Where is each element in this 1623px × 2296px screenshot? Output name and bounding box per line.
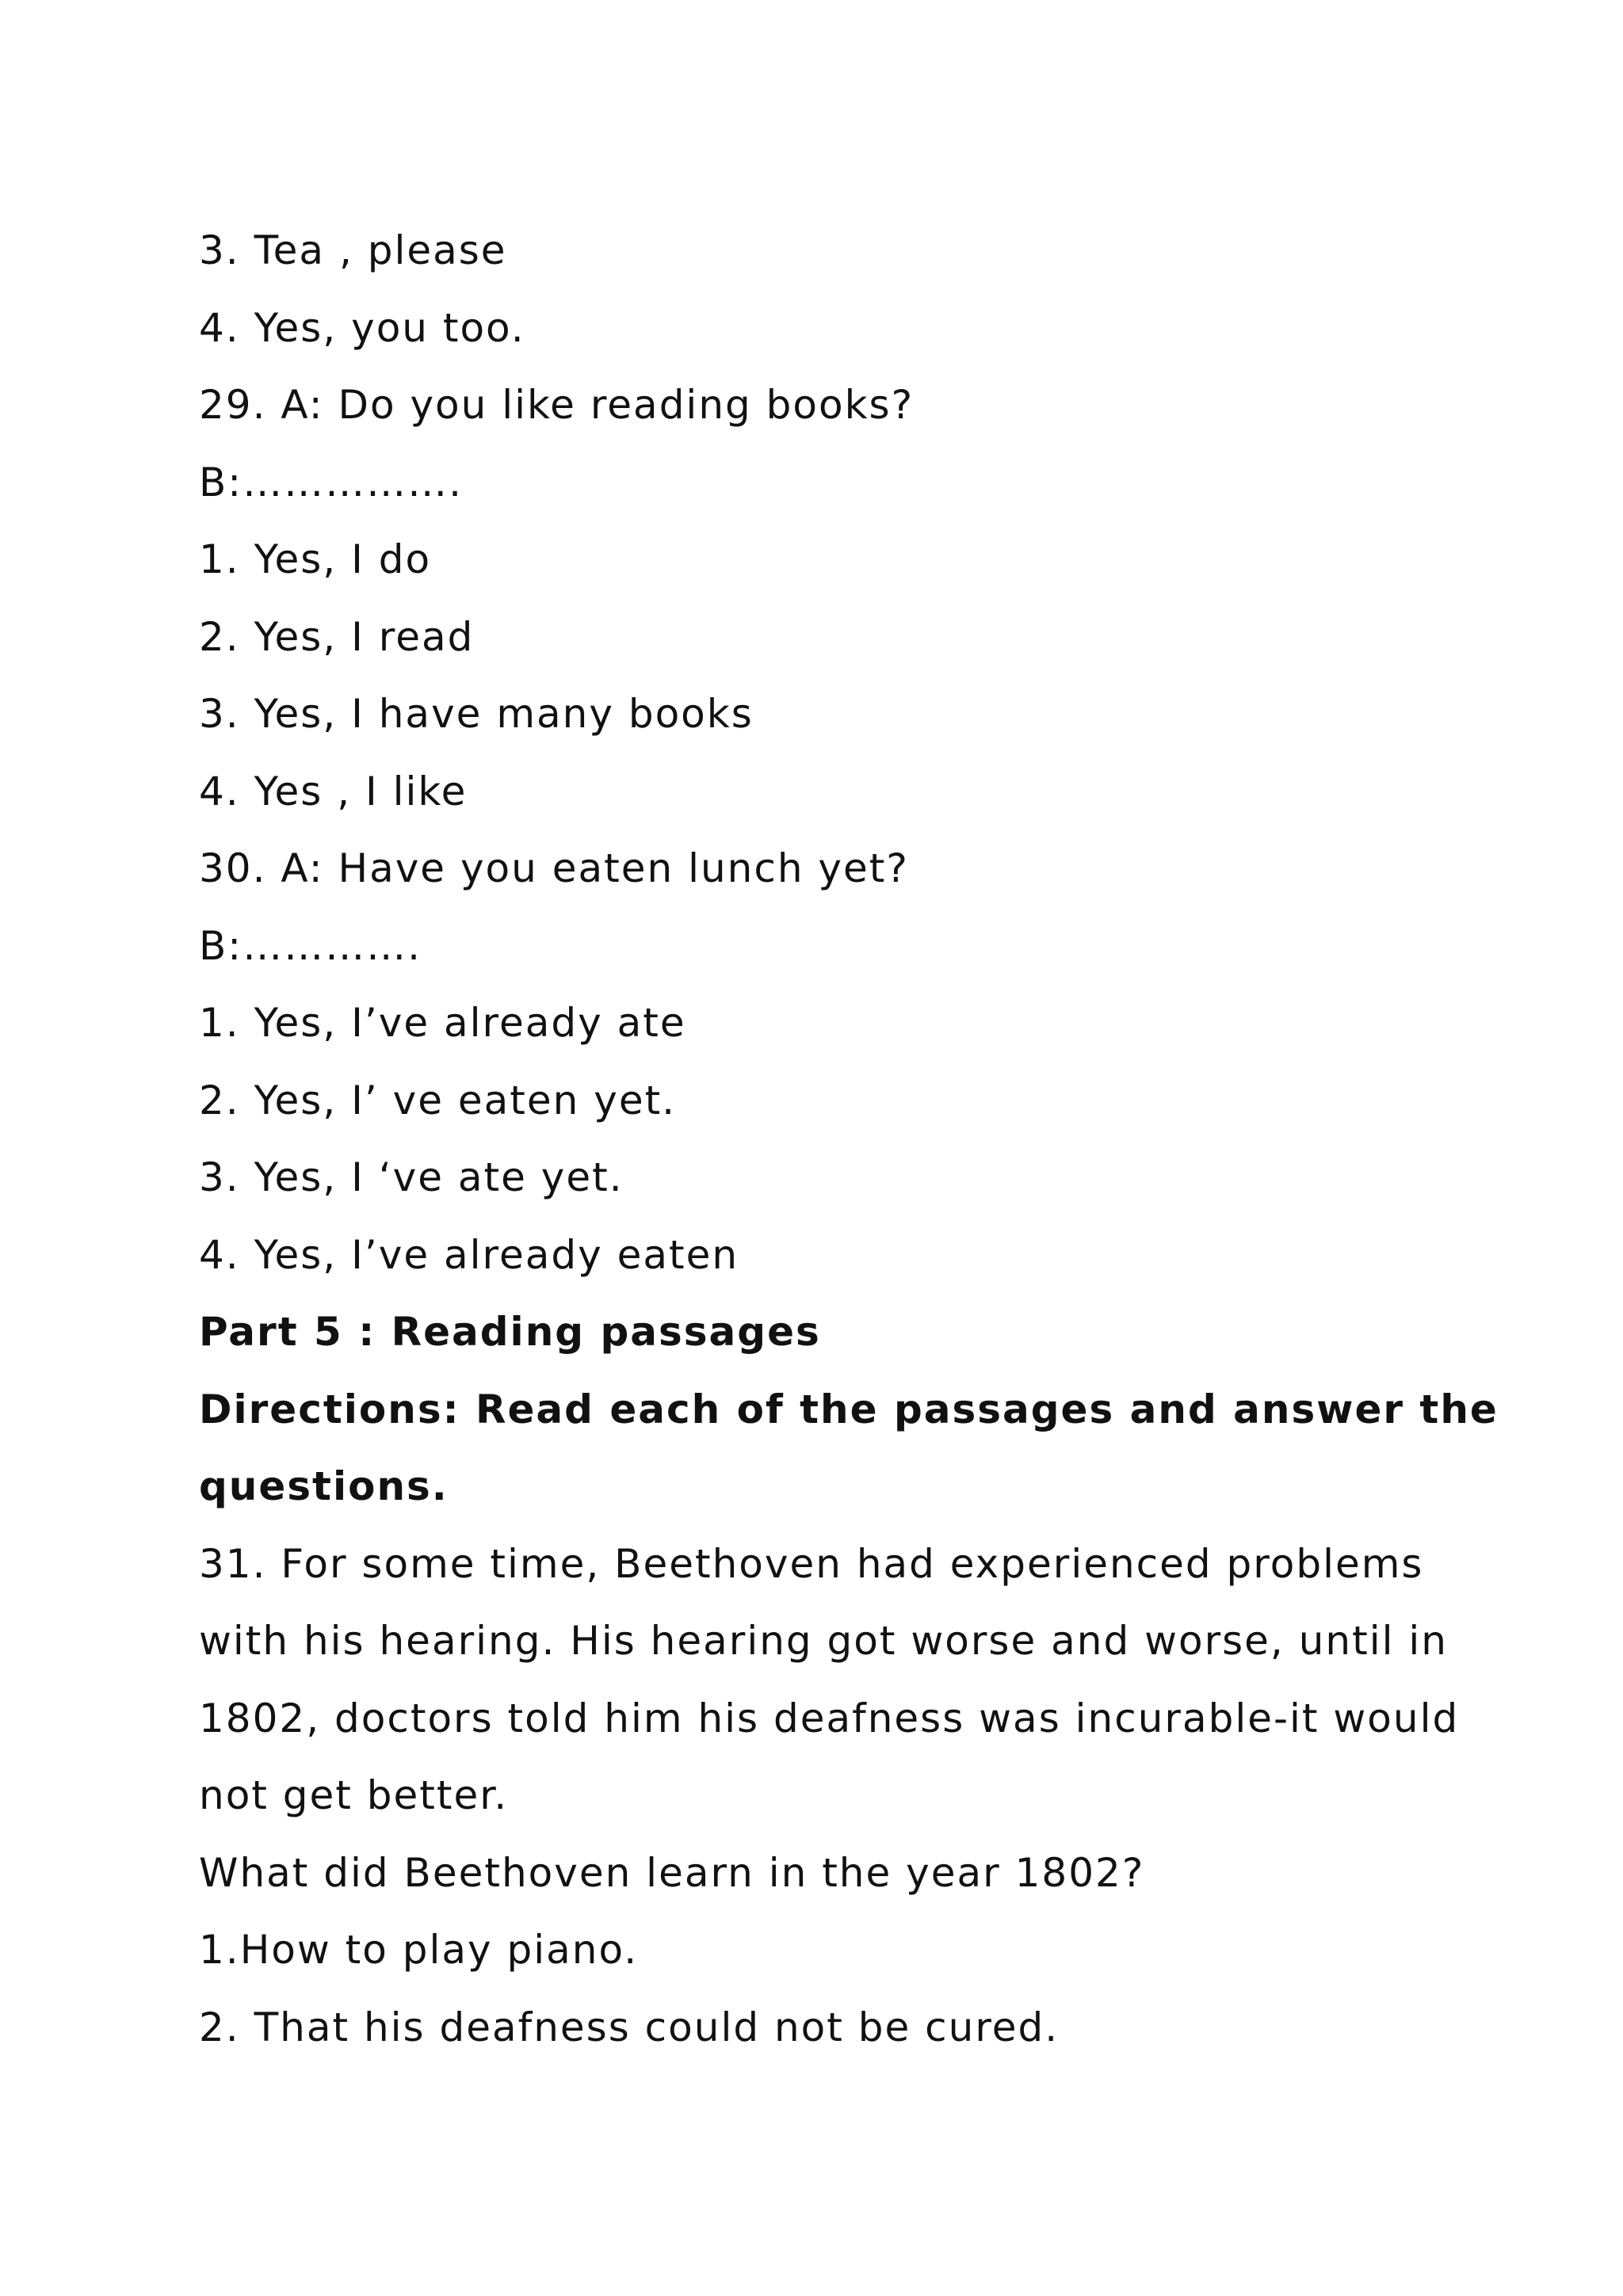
- passage-text: 31. For some time, Beethoven had experienced problems: [199, 1540, 1424, 1587]
- answer-option: 3. Tea , please: [199, 227, 507, 273]
- question-prompt: What did Beethoven learn in the year 1802?: [199, 1849, 1145, 1896]
- answer-option: 3. Yes, I ‘ve ate yet.: [199, 1154, 624, 1200]
- answer-option: 3. Yes, I have many books: [199, 691, 754, 737]
- answer-option: 2. That his deafness could not be cured.: [199, 2004, 1060, 2050]
- section-heading: Part 5 : Reading passages: [199, 1309, 821, 1355]
- answer-option: 1.How to play piano.: [199, 1927, 639, 1973]
- answer-blank: B:…………….: [199, 459, 464, 505]
- passage-text: not get better.: [199, 1772, 509, 1818]
- answer-option: 1. Yes, I do: [199, 536, 432, 582]
- answer-option: 4. Yes, I’ve already eaten: [199, 1231, 739, 1278]
- question-prompt: 29. A: Do you like reading books?: [199, 382, 915, 428]
- answer-option: 4. Yes , I like: [199, 768, 468, 814]
- answer-blank: B:………….: [199, 922, 422, 969]
- answer-option: 2. Yes, I’ ve eaten yet.: [199, 1077, 677, 1123]
- answer-option: 4. Yes, you too.: [199, 304, 525, 351]
- passage-text: with his hearing. His hearing got worse and worse, until in: [199, 1618, 1448, 1664]
- section-directions: questions.: [199, 1463, 449, 1509]
- answer-option: 1. Yes, I’ve already ate: [199, 1000, 686, 1046]
- section-directions: Directions: Read each of the passages and answer the: [199, 1386, 1499, 1432]
- document-body: [199, 212, 1499, 2066]
- question-prompt: 30. A: Have you eaten lunch yet?: [199, 845, 909, 891]
- passage-text: 1802, doctors told him his deafness was incurable-it would: [199, 1695, 1460, 1741]
- answer-option: 2. Yes, I read: [199, 613, 475, 660]
